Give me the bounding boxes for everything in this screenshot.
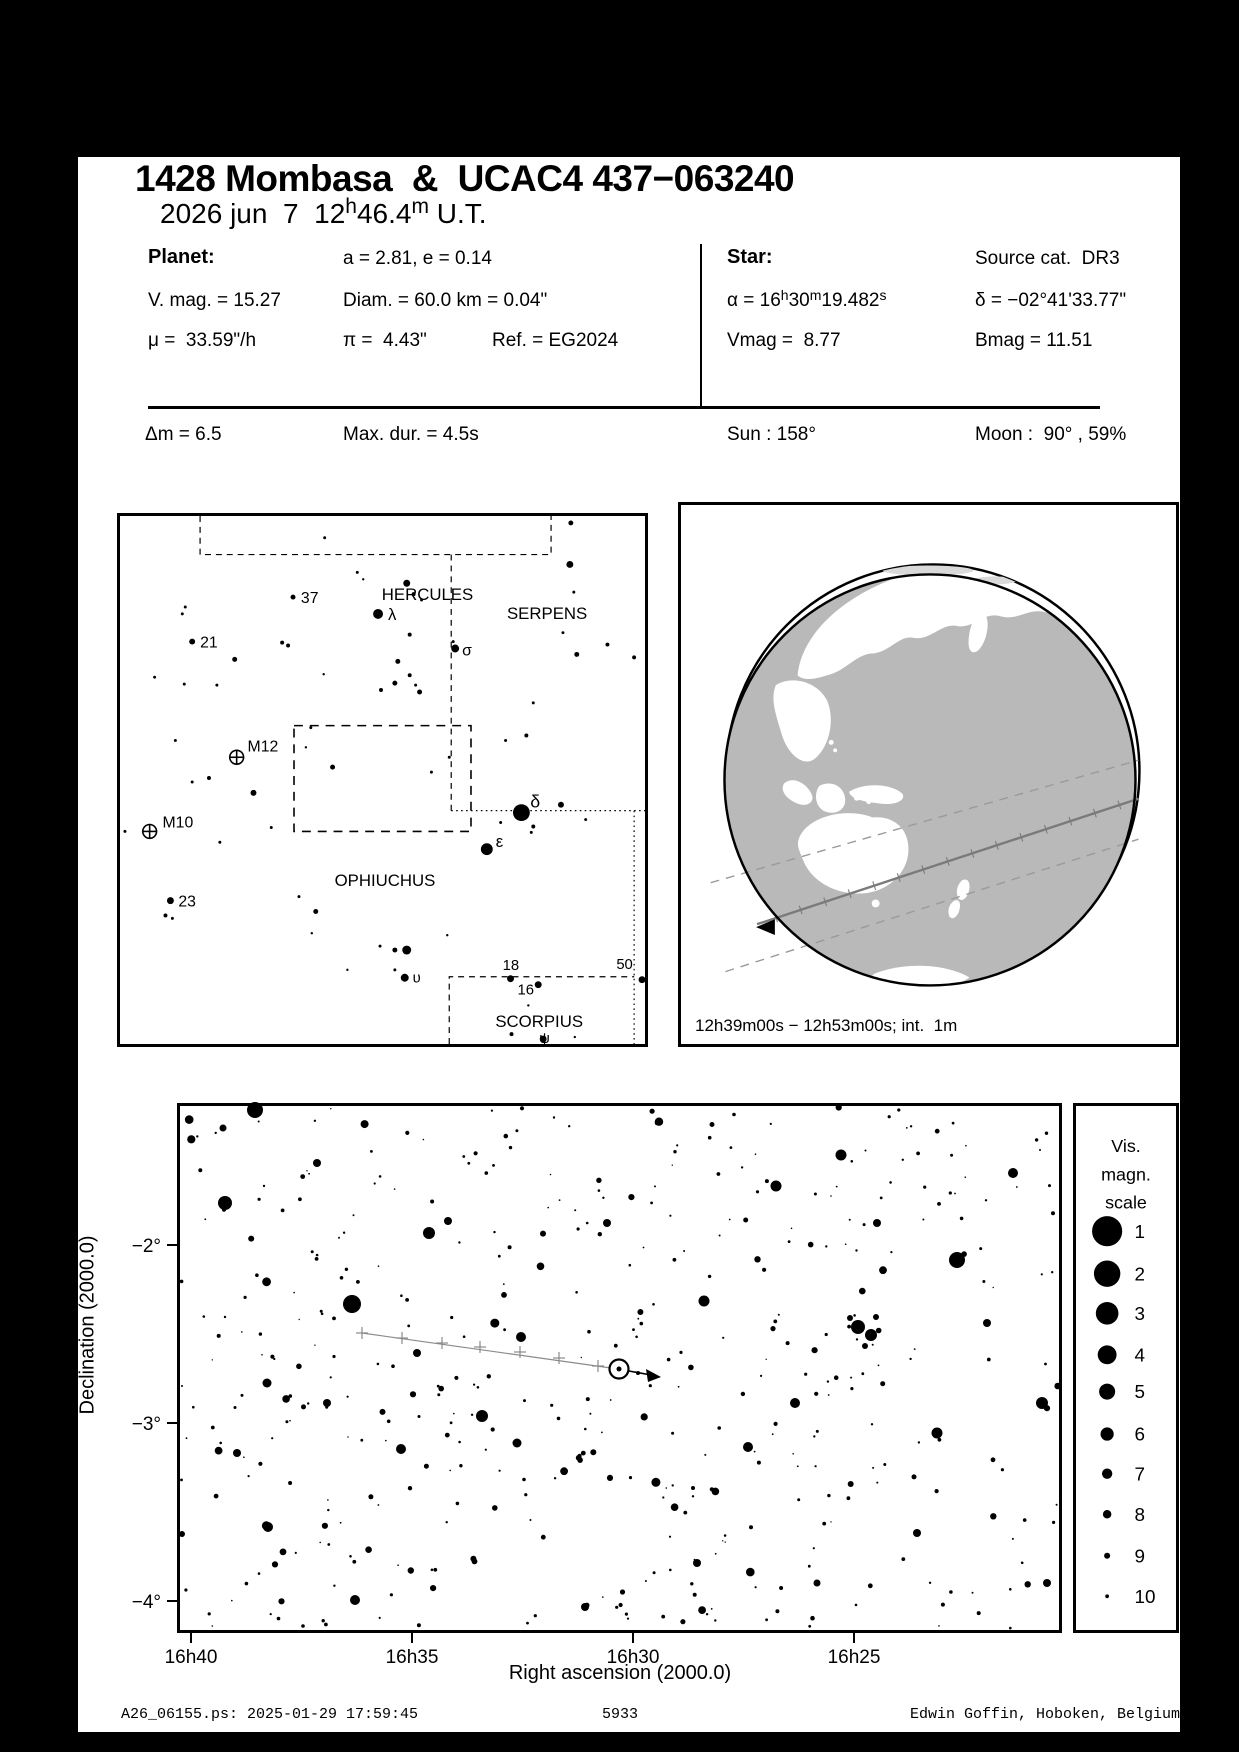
footer-author: Edwin Goffin, Hoboken, Belgium [909, 1706, 1180, 1723]
page-title: 1428 Mombasa & UCAC4 437−063240 [135, 158, 795, 199]
legend-rows [1092, 1216, 1155, 1607]
planet-proper-motion: μ = 33.59"/h [148, 330, 257, 351]
finder-chart-panel [117, 513, 648, 1047]
svg-text:SERPENS: SERPENS [506, 603, 588, 623]
svg-text:50: 50 [616, 956, 633, 973]
svg-text:−2°: −2° [131, 1236, 161, 1257]
ocean-disk [724, 574, 1135, 985]
sun-elongation: Sun : 158° [727, 424, 816, 445]
svg-text:18: 18 [502, 957, 520, 974]
svg-text:M12: M12 [247, 738, 279, 756]
svg-text:16h25: 16h25 [827, 1647, 881, 1668]
svg-text:M10: M10 [162, 814, 194, 832]
svg-text:1: 1 [1134, 1220, 1145, 1242]
svg-text:16h30: 16h30 [606, 1647, 660, 1668]
detail-field-rect [294, 726, 471, 832]
svg-text:HERCULES: HERCULES [381, 585, 474, 605]
svg-text:4: 4 [1134, 1344, 1145, 1366]
magnitude-legend [1073, 1103, 1179, 1633]
globe-time-caption: 12h39m00s − 12h53m00s; int. 1m [695, 1016, 958, 1035]
svg-text:16: 16 [517, 982, 534, 999]
svg-text:σ: σ [462, 642, 472, 660]
planet-parallax: π = 4.43" [343, 330, 427, 351]
svg-text:δ: δ [530, 791, 541, 812]
svg-text:scale: scale [1105, 1192, 1147, 1213]
bright-stars [218, 1102, 1051, 1611]
svg-text:16h35: 16h35 [385, 1647, 439, 1668]
star-field-chart [131, 1103, 1062, 1668]
svg-text:−3°: −3° [131, 1414, 161, 1435]
svg-text:ε: ε [495, 832, 504, 852]
globe-map [681, 505, 1176, 1044]
svg-text:7: 7 [1134, 1463, 1145, 1485]
globe-panel [678, 502, 1179, 1047]
asteroid-track [356, 1327, 661, 1382]
planet-orbit: a = 2.81, e = 0.14 [343, 248, 492, 269]
motion-arrow [646, 1369, 661, 1382]
svg-text:υ: υ [412, 970, 421, 987]
star-source-catalog: Source cat. DR3 [975, 248, 1120, 269]
svg-text:8: 8 [1134, 1503, 1145, 1525]
footer-file-info: A26_06155.ps: 2025-01-29 17:59:45 [121, 1706, 419, 1723]
x-axis-title: Right ascension (2000.0) [508, 1662, 732, 1684]
svg-text:3: 3 [1134, 1302, 1145, 1324]
star-heading: Star: [727, 246, 773, 268]
svg-text:magn.: magn. [1101, 1164, 1151, 1185]
svg-text:23: 23 [178, 893, 196, 911]
svg-text:6: 6 [1134, 1423, 1145, 1445]
y-axis-title: Declination (2000.0) [76, 1235, 99, 1415]
axis-tick-labels [132, 1236, 881, 1668]
svg-text:16h40: 16h40 [164, 1647, 218, 1668]
svg-text:21: 21 [200, 634, 218, 652]
svg-text:9: 9 [1134, 1545, 1145, 1567]
star-vmag: Vmag = 8.77 [727, 330, 841, 351]
magnitude-legend-scale [1076, 1106, 1176, 1630]
svg-text:37: 37 [300, 590, 319, 608]
star-ra: $\alpha = 16^h30^m19.482^s$ [727, 287, 887, 311]
svg-text:2: 2 [1134, 1263, 1145, 1285]
svg-text:SCORPIUS: SCORPIUS [495, 1012, 584, 1032]
svg-text:Vis.: Vis. [1111, 1135, 1141, 1156]
svg-text:ψ: ψ [539, 1030, 550, 1047]
planet-reference: Ref. = EG2024 [492, 330, 619, 351]
table-rule [148, 406, 1100, 409]
magnitude-drop: Δm = 6.5 [145, 424, 222, 445]
event-date: 2026 jun 7 12$^h$46.4$^m$ U.T. [160, 195, 487, 229]
svg-text:−4°: −4° [131, 1592, 161, 1613]
footer-page-number: 5933 [601, 1706, 639, 1723]
finder-chart [120, 516, 645, 1047]
planet-diameter: Diam. = 60.0 km = 0.04" [343, 290, 548, 311]
max-duration: Max. dur. = 4.5s [343, 424, 479, 445]
legend-heading [1101, 1136, 1151, 1213]
svg-text:10: 10 [1134, 1585, 1156, 1607]
svg-text:λ: λ [387, 604, 397, 624]
star-dec: δ = −02°41'33.77" [975, 290, 1127, 311]
planet-vmag: V. mag. = 15.27 [148, 290, 281, 311]
moon-elongation: Moon : 90° , 59% [975, 424, 1127, 445]
table-divider [700, 244, 702, 407]
finder-labels [163, 585, 633, 1047]
target-star [617, 1367, 622, 1372]
svg-text:OPHIUCHUS: OPHIUCHUS [334, 870, 436, 890]
planet-heading: Planet: [148, 246, 215, 268]
star-bmag: Bmag = 11.51 [975, 330, 1093, 351]
svg-text:5: 5 [1134, 1381, 1145, 1403]
